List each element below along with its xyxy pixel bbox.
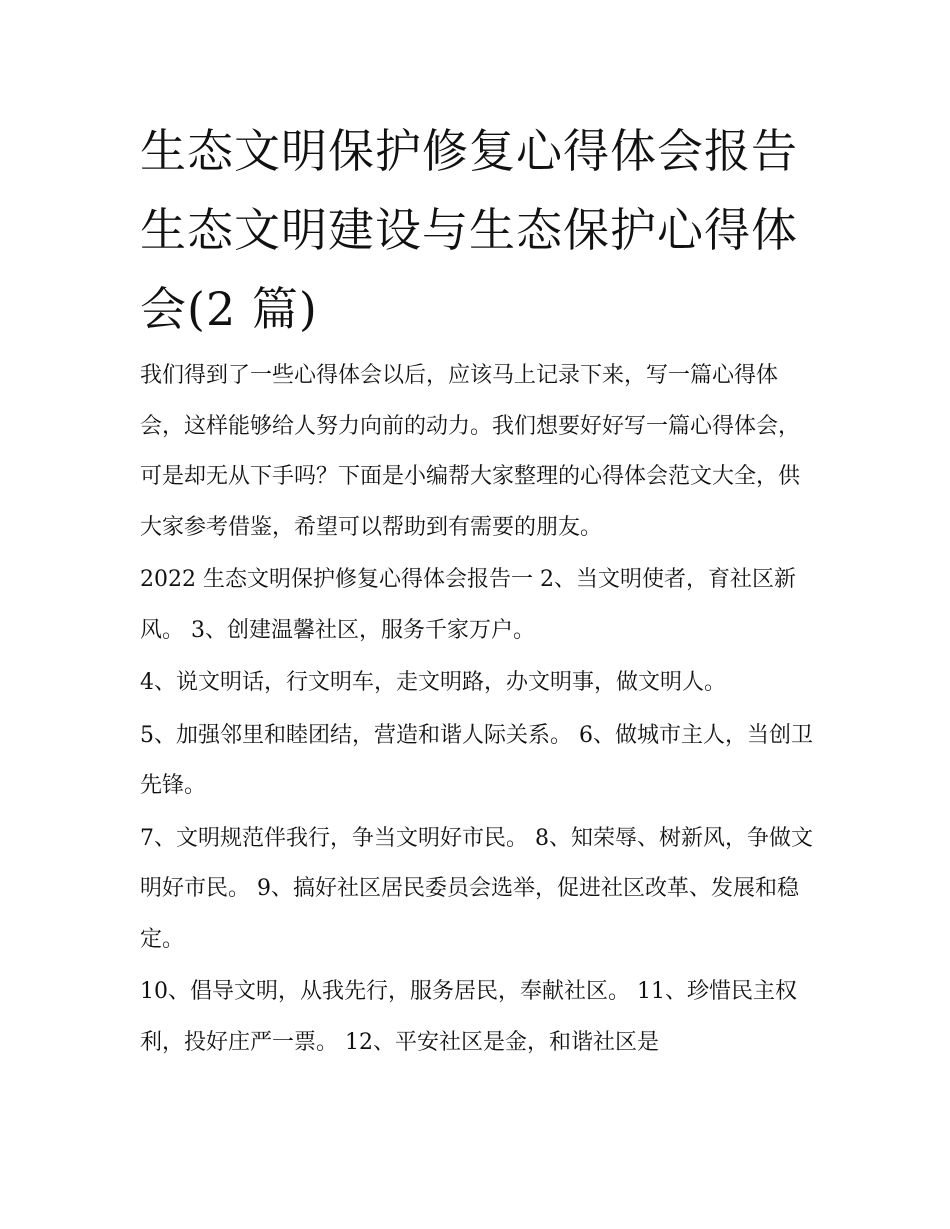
document-title: 生态文明保护修复心得体会报告 生态文明建设与生态保护心得体会(2 篇): [140, 124, 798, 336]
slogan-paragraph-3: 5、加强邻里和睦团结，营造和谐人际关系。 6、做城市主人，当创卫先锋。: [140, 722, 813, 798]
document-content: [140, 112, 815, 1068]
slogan-paragraph-4: 7、文明规范伴我行，争当文明好市民。 8、知荣辱、树新风，争做文明好市民。 9、搞好社区居民委员会选举，促进社区改革、发展和稳定。: [140, 825, 813, 952]
slogan-paragraph-1: 2022 生态文明保护修复心得体会报告一 2、当文明使者，育社区新风。 3、创建温馨社区，服务千家万户。: [140, 567, 796, 643]
intro-paragraph: 我们得到了一些心得体会以后，应该马上记录下来，写一篇心得体会，这样能够给人努力向前的动力。我们想要好好写一篇心得体会，可是却无从下手吗？下面是小编帮大家整理的心得体会范文大全，供大家参考借鉴，希望可以帮助到有需要的朋友。: [140, 363, 801, 540]
slogan-paragraph-5: 10、倡导文明，从我先行，服务居民，奉献社区。 11、珍惜民主权利，投好庄严一票。 12、平安社区是金，和谐社区是: [140, 979, 797, 1055]
slogan-paragraph-2: 4、说文明话，行文明车，走文明路，办文明事，做文明人。: [140, 670, 726, 695]
